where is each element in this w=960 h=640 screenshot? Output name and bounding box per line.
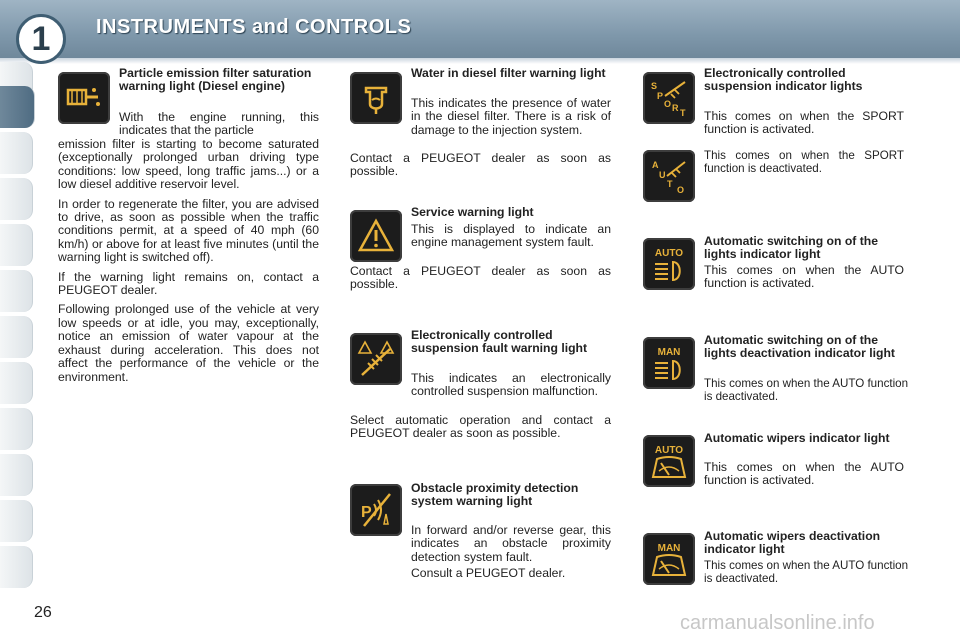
auto-wipers-text: This comes on when the AUTO function is activated.: [704, 460, 904, 488]
particle-filter-text-body: [58, 138, 319, 390]
chapter-tab[interactable]: [0, 362, 33, 404]
chapter-title: INSTRUMENTS and CONTROLS: [96, 16, 412, 38]
suspension-fault-contact: Select automatic operation and contact a PEUGEOT dealer as soon as possible.: [350, 413, 611, 441]
watermark: carmanualsonline.info: [680, 612, 875, 634]
suspension-fault-text: This indicates an electronically controlled suspension malfunction.: [411, 371, 611, 399]
chapter-tab[interactable]: [0, 270, 33, 312]
particle-filter-text-intro: With the engine running, this indicates that the particle: [119, 110, 319, 138]
service-warning-icon: [350, 210, 402, 262]
manual-wipers-icon: [643, 533, 695, 585]
chapter-tab[interactable]: [0, 224, 33, 266]
auto-wipers-icon: [643, 435, 695, 487]
service-warning-contact: Contact a PEUGEOT dealer as soon as possible.: [350, 264, 611, 292]
particle-filter-paragraph: Following prolonged use of the vehicle at very low speeds or at idle, you may, exceptionally, notice an emission of water vapour at the exhaust during acceleration. This does not affect the performance of the vehicle or the environment.: [58, 302, 319, 384]
chapter-tab[interactable]: [0, 132, 33, 174]
sport-letter: T: [680, 108, 686, 118]
chapter-tab-active[interactable]: [0, 86, 35, 128]
chapter-tab[interactable]: [0, 500, 33, 542]
manual-lights-icon: [643, 337, 695, 389]
manual-wipers-title: Automatic wipers deactivation indicator light: [704, 529, 881, 557]
auto-letter: O: [677, 185, 685, 195]
chapter-tab[interactable]: [0, 546, 33, 588]
particle-filter-paragraph: In order to regenerate the filter, you are advised to drive, as soon as possible when the traffic conditions permit, at a speed of 40 mph (60 km/h) or above for at least five minutes (until the warning light is switched off).: [58, 196, 319, 265]
chapter-tab[interactable]: [0, 408, 33, 450]
water-in-diesel-text: This indicates the presence of water in the diesel filter. There is a risk of damage to the injection system.: [411, 96, 611, 137]
sport-activated-text: This comes on when the SPORT function is activated.: [704, 109, 904, 137]
sport-letter: O: [664, 99, 672, 109]
manual-lights-title: Automatic switching on of the lights deactivation indicator light: [704, 333, 895, 361]
auto-wipers-title: Automatic wipers indicator light: [704, 431, 890, 445]
chapter-tabs: [0, 62, 34, 582]
auto-wipers-icon-label: AUTO: [654, 445, 684, 456]
particle-filter-icon: [58, 72, 110, 124]
particle-filter-title: Particle emission filter saturation warning light (Diesel engine): [119, 66, 312, 94]
water-in-diesel-contact: Contact a PEUGEOT dealer as soon as possible.: [350, 151, 611, 179]
water-in-diesel-icon: [350, 72, 402, 124]
auto-letter: T: [667, 179, 673, 189]
auto-lights-text: This comes on when the AUTO function is activated.: [704, 263, 904, 291]
header-shadow: [0, 58, 960, 64]
manual-lights-icon-label: MAN: [657, 347, 681, 358]
obstacle-detection-title: Obstacle proximity detection system warning light: [411, 481, 579, 509]
auto-lights-icon: [643, 238, 695, 290]
suspension-indicator-title: Electronically controlled suspension indicator lights: [704, 66, 863, 94]
auto-suspension-icon: [643, 150, 695, 202]
water-in-diesel-title: Water in diesel filter warning light: [411, 66, 606, 80]
obstacle-detection-text: In forward and/or reverse gear, this indicates an obstacle proximity detection system fault.: [411, 523, 611, 564]
service-warning-text: This is displayed to indicate an engine management system fault.: [411, 222, 611, 250]
svg-text:P: P: [361, 504, 372, 521]
manual-lights-text: This comes on when the AUTO function is deactivated.: [704, 377, 909, 404]
auto-lights-icon-label: AUTO: [654, 248, 684, 259]
obstacle-detection-contact: Consult a PEUGEOT dealer.: [411, 566, 566, 580]
sport-letter: S: [651, 81, 658, 91]
particle-filter-paragraph: emission filter is starting to become saturated (exceptionally prolonged urban driving type conditions: low speed, long traffic jams...) or a low diesel additive reservoir level.: [58, 137, 319, 192]
sport-deactivated-text: This comes on when the SPORT function is deactivated.: [704, 149, 904, 176]
sport-letter: P: [657, 91, 664, 101]
page-number: 26: [34, 604, 52, 621]
chapter-number-badge: 1: [16, 14, 66, 64]
service-warning-title: Service warning light: [411, 205, 534, 219]
chapter-tab[interactable]: [0, 454, 33, 496]
manual-wipers-icon-label: MAN: [657, 543, 681, 554]
sport-letter: R: [672, 103, 679, 113]
auto-letter: A: [652, 160, 659, 170]
auto-letter: U: [659, 170, 666, 180]
particle-filter-paragraph: If the warning light remains on, contact a PEUGEOT dealer.: [58, 269, 319, 298]
suspension-fault-icon: [350, 333, 402, 385]
suspension-fault-title: Electronically controlled suspension fault warning light: [411, 328, 588, 356]
chapter-tab[interactable]: [0, 178, 33, 220]
manual-wipers-text: This comes on when the AUTO function is deactivated.: [704, 559, 909, 586]
sport-suspension-icon: [643, 72, 695, 124]
obstacle-detection-icon: [350, 484, 402, 536]
auto-lights-title: Automatic switching on of the lights indicator light: [704, 234, 879, 262]
chapter-tab[interactable]: [0, 316, 33, 358]
